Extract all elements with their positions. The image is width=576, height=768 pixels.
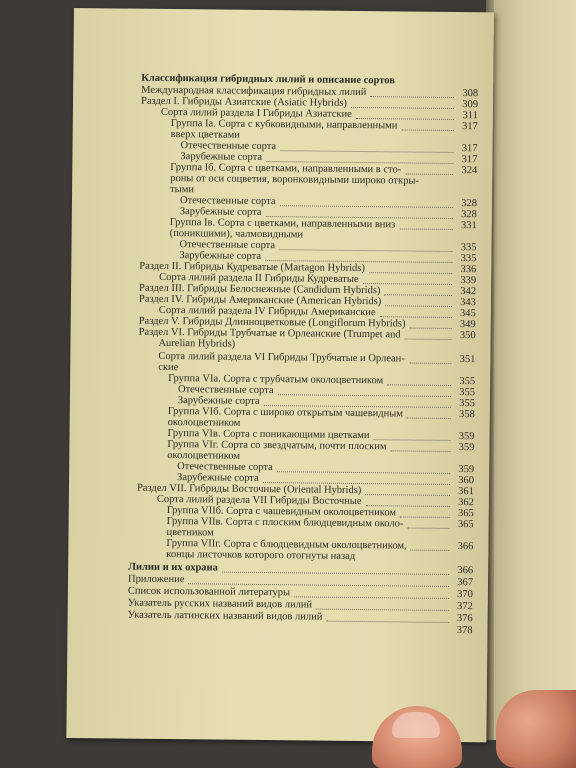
toc-entry-title: Отечественные сорта (179, 195, 276, 208)
toc-entry-title: Группа VIб. Сорта с широко открытым чашевидным (167, 406, 404, 420)
toc-entry-page: 324 (461, 165, 478, 177)
toc-dot-leader (411, 540, 450, 551)
toc-entry-title: Группа Iб. Сорта с цветками, направленными в сто- (170, 162, 402, 176)
toc-entry-title: Раздел VI. Гибриды Трубчатые и Орлеанские (Trumpet and (138, 326, 401, 341)
toc-entry-page: 351 (459, 354, 476, 366)
toc-entry-title: Список использованной литературы (127, 585, 291, 599)
toc-dot-leader (400, 506, 450, 518)
toc-entry (128, 562, 218, 574)
toc-dot-leader (385, 295, 452, 307)
toc-dot-leader (294, 586, 449, 599)
toc-entry-page: 311 (462, 110, 478, 122)
toc-entry-title: Сорта лилий раздела I Гибриды Азиатские (160, 106, 352, 120)
toc-entry (166, 527, 213, 538)
toc-entry (170, 184, 194, 195)
toc-entry-title: Раздел I. Гибриды Азиатские (Asiatic Hybrids) (140, 95, 347, 109)
toc-entry (158, 338, 235, 350)
toc-entry-title: Группа VIг. Сорта со звездчатым, почти плоским (167, 439, 387, 453)
toc-entry (178, 395, 260, 407)
toc-entry-title: Зарубежные сорта (177, 472, 259, 484)
toc-entry-page: 349 (459, 319, 476, 331)
toc-entry-title: Зарубежные сорта (180, 151, 263, 163)
toc-entry-title: концы листочков которого отогнуты назад (166, 548, 356, 562)
toc-dot-leader (409, 353, 452, 364)
toc-entry-title: роны от оси соцветия, воронковидными широко откры- (170, 173, 419, 187)
toc-entry (158, 362, 178, 373)
toc-entry-page: 309 (462, 99, 479, 111)
toc-entry-title: Раздел V. Гибриды Длинноцветковые (Longiflorum Hybrids) (138, 315, 406, 330)
toc-dot-leader (366, 495, 450, 507)
toc-dot-leader (407, 408, 451, 419)
toc-entry-page: 328 (461, 209, 477, 221)
toc-entry-title: Отечественные сорта (177, 461, 273, 474)
toc-entry-page: 372 (456, 601, 473, 613)
toc-entry-title: ские (158, 361, 179, 374)
toc-entry-page: 342 (460, 286, 477, 298)
toc-entry-page: 328 (461, 198, 478, 210)
toc-entry-page: 359 (458, 431, 475, 443)
toc-entry-page: 355 (459, 398, 475, 410)
toc-dot-leader (410, 318, 452, 329)
toc-dot-leader (369, 262, 452, 274)
toc-entry-page: 317 (461, 154, 478, 166)
toc-entry-page: 365 (457, 508, 474, 520)
toc-dot-leader (326, 611, 448, 623)
toc-entry-page: 343 (460, 297, 476, 309)
thumb-right (496, 690, 576, 768)
toc-entry (180, 151, 262, 163)
toc-dot-leader (405, 328, 452, 339)
toc-dot-leader (407, 518, 449, 529)
toc-entry (168, 417, 241, 429)
toc-dot-leader (370, 86, 454, 98)
toc-entry-page: 362 (458, 497, 474, 509)
toc-entry (167, 450, 240, 462)
toc-entry-page: 359 (458, 442, 475, 454)
toc-dot-leader (188, 573, 449, 587)
toc-entry-page: 335 (460, 242, 477, 254)
toc-entry-page: 367 (457, 577, 474, 589)
toc-entry-title: Отечественные сорта (180, 140, 277, 153)
toc-entry-title: Раздел III. Гибриды Белоснежные (Candidum Hybrids) (139, 282, 381, 297)
toc-dot-leader (401, 119, 453, 131)
toc-entry-title: вверх цветками (170, 129, 241, 141)
toc-entry-page: 366 (457, 565, 474, 577)
toc-dot-leader (263, 472, 450, 485)
toc-entry-page: 335 (460, 253, 477, 265)
toc-entry-title: околоцветником (167, 417, 241, 429)
toc-entry-title: Сорта лилий раздела VI Гибриды Трубчатые и Орлеан- (158, 350, 405, 365)
toc-entry-title: Сорта лилий раздела IV Гибриды Американские (158, 304, 376, 319)
toc-entry-page: 339 (460, 275, 477, 287)
toc-dot-leader (405, 163, 453, 175)
toc-entry-title: Aurelian Hybrids) (158, 337, 236, 350)
toc-dot-leader (384, 284, 452, 296)
toc-dot-leader (266, 151, 453, 164)
toc-entry (128, 574, 184, 586)
toc-entry-title: околоцветником (167, 450, 241, 462)
toc-dot-leader (356, 108, 454, 120)
toc-entry-page: 345 (460, 308, 476, 320)
toc-entry-page: 370 (457, 589, 473, 601)
toc-entry (128, 598, 312, 611)
toc-entry-title: Указатель русских названий видов лилий (127, 597, 313, 611)
toc-entry-title: Отечественные сорта (177, 384, 274, 397)
toc-entry-page: 361 (458, 486, 475, 498)
toc-entry (180, 206, 262, 218)
toc-entry (128, 610, 323, 623)
thumb-nail (392, 712, 440, 738)
toc-entry-title: цветником (166, 526, 214, 539)
toc-entry (171, 129, 240, 141)
book-page (66, 8, 494, 742)
toc-entry-page: 317 (461, 121, 478, 133)
toc-dot-leader (387, 374, 451, 386)
toc-entry-page: 365 (457, 519, 474, 531)
toc-entry (177, 472, 259, 484)
toc-entry-page: 355 (459, 387, 476, 399)
toc-entry-page: 336 (460, 264, 477, 276)
toc-entry-page: 378 (456, 625, 473, 637)
toc-entry-title: Зарубежные сорта (177, 395, 260, 407)
toc-entry-title: Зарубежные сорта (179, 250, 262, 262)
toc-dot-leader (316, 599, 449, 611)
toc-entry-title: Приложение (127, 573, 185, 586)
toc-entry-title: Указатель латинских названий видов лилий (127, 609, 323, 623)
toc-entry-title: Зарубежные сорта (179, 206, 262, 218)
toc-entry (158, 351, 405, 365)
toc-dot-leader (380, 306, 452, 318)
toc-entry (170, 173, 419, 187)
toc-entry-title: Группа Iа. Сорта с кубковидными, направленными (170, 118, 398, 132)
toc-entry-page: 331 (460, 220, 477, 232)
toc-entry-title: Международная классификация гибридных лилий (141, 84, 367, 99)
toc-dot-leader (266, 206, 453, 219)
toc-entry-title: Сорта лилий раздела II Гибриды Кудреватые (159, 271, 359, 285)
toc-entry-title: Группа VIв. Сорта с поникающими цветками (167, 428, 370, 442)
toc-entry-title: тыми (170, 184, 195, 196)
toc-entry (166, 549, 355, 562)
toc-dot-leader (374, 429, 451, 441)
toc-entry (179, 250, 261, 262)
toc-entry-title: (поникшими), чалмовидными (169, 228, 304, 241)
toc-entry-page: 317 (461, 143, 478, 155)
toc-entry-title: Сорта лилий раздела VII Гибриды Восточные (156, 493, 362, 508)
toc-entry-page: 359 (458, 464, 475, 476)
toc-entry-title: Раздел II. Гибриды Кудреватые (Martagon Hybrids) (139, 260, 365, 275)
toc-entry-page: 360 (458, 475, 475, 487)
toc-entry-title: Группа VIIг. Сорта с блюдцевидным околоцветником, (166, 537, 407, 552)
toc-entry-title: Классификация гибридных лилий и описание сортов (141, 72, 395, 87)
toc-dot-leader (391, 440, 451, 452)
toc-entry-title: Группа Iв. Сорта с цветками, направленными вниз (169, 217, 396, 231)
toc-entry (128, 586, 290, 599)
toc-dot-leader (264, 395, 451, 408)
toc-dot-leader (399, 218, 453, 230)
toc-entry-page: 358 (458, 409, 475, 421)
toc-entry-title: Группа VIIб. Сорта с чашевидным околоцветником (166, 504, 397, 519)
table-of-contents (66, 8, 494, 742)
toc-entry-page: 350 (459, 330, 476, 342)
toc-dot-leader (365, 484, 450, 496)
toc-entry-page: 376 (456, 613, 473, 625)
toc-entry-page: 308 (462, 88, 479, 100)
toc-entry-title: Группа VIа. Сорта с трубчатым околоцветником (168, 373, 384, 387)
toc-entry-page: 366 (457, 541, 474, 553)
toc-dot-leader (363, 273, 453, 285)
toc-dot-leader (265, 250, 452, 263)
toc-entry-title: Лилии и их охрана (128, 561, 218, 574)
toc-entry-title: Отечественные сорта (179, 239, 276, 252)
toc-entry-title: Раздел VII. Гибриды Восточные (Oriental Hybrids) (136, 482, 362, 497)
toc-entry-title: Группа VIIв. Сорта с плоским блюдцевидным около- (166, 515, 404, 530)
toc-entry-page: 355 (459, 376, 476, 388)
toc-entry-title: Раздел IV. Гибриды Американские (American Hybrids) (138, 293, 382, 308)
facing-page (490, 0, 576, 740)
